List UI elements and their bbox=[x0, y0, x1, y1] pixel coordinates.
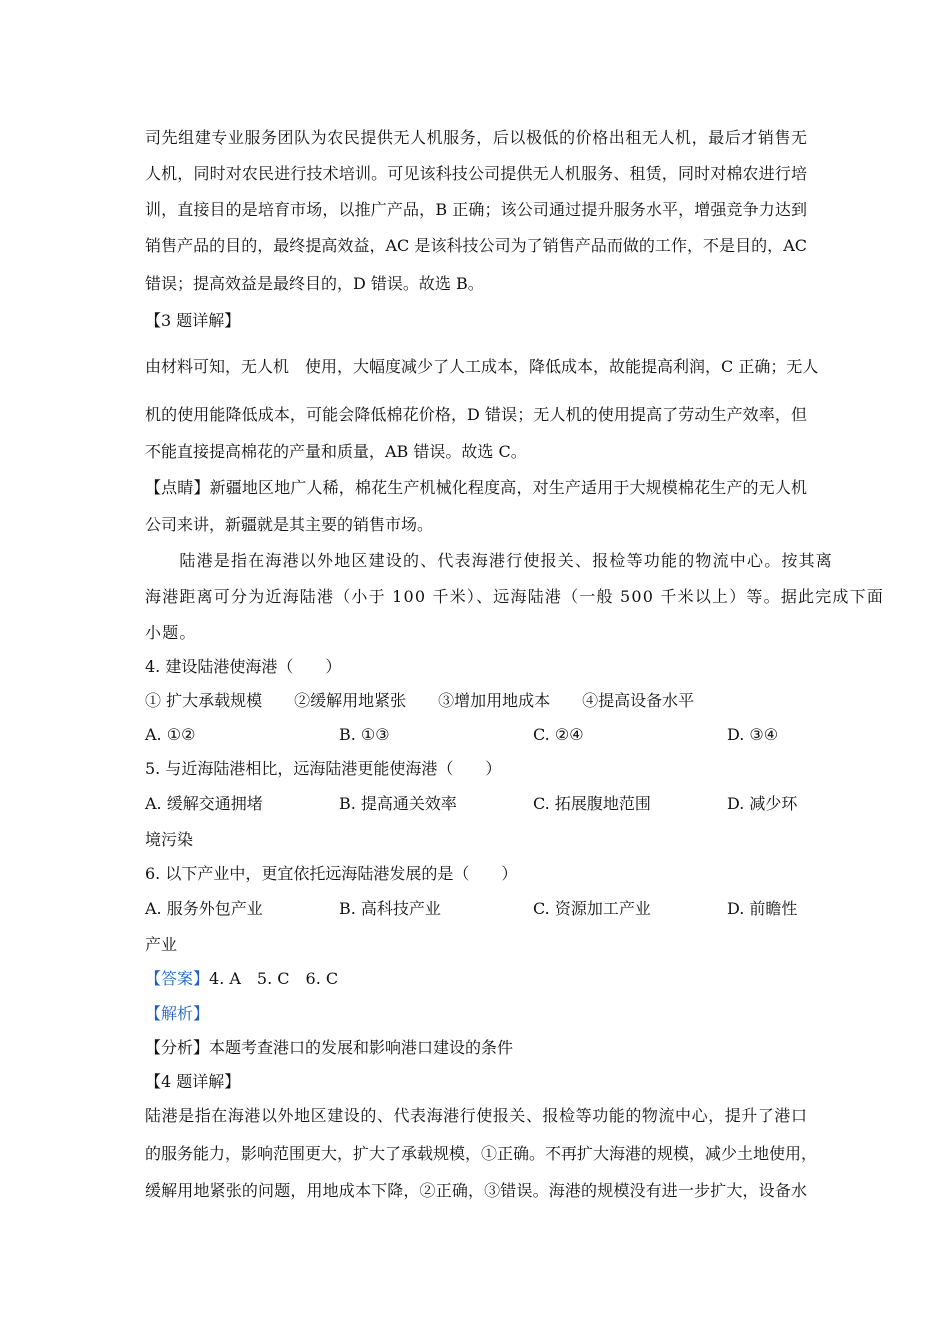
analysis-label: 【解析】 bbox=[145, 1004, 210, 1023]
q5-option-d: D. 减少环 bbox=[727, 794, 798, 813]
q4-heading: 【4 题详解】 bbox=[145, 1072, 241, 1091]
q6-stem: 6. 以下产业中，更宜依托远海陆港发展的是（ ） bbox=[145, 864, 518, 883]
q3-line: 不能直接提高棉花的产量和质量，AB 错误。故选 C。 bbox=[145, 442, 527, 461]
q5-option-c: C. 拓展腹地范围 bbox=[533, 794, 651, 813]
body-line: 训，直接目的是培育市场，以推广产品，B 正确；该公司通过提升服务水平，增强竞争力达到 bbox=[145, 200, 807, 219]
q4-stem: 4. 建设陆港使海港（ ） bbox=[145, 657, 342, 676]
q4-explain-line: 的服务能力，影响范围更大，扩大了承载规模，①正确。不再扩大海港的规模，减少土地使用， bbox=[145, 1144, 818, 1163]
q4-explain-line: 陆港是指在海港以外地区建设的、代表海港行使报关、报检等功能的物流中心，提升了港口 bbox=[145, 1106, 807, 1125]
body-line: 销售产品的目的，最终提高效益，AC 是该科技公司为了销售产品而做的工作，不是目的，AC bbox=[145, 236, 807, 255]
q5-option-wrap: 境污染 bbox=[145, 830, 194, 849]
q6-option-a: A. 服务外包产业 bbox=[145, 899, 263, 918]
q4-explain-line: 缓解用地紧张的问题，用地成本下降，②正确，③错误。海港的规模没有进一步扩大，设备水 bbox=[145, 1181, 807, 1200]
analysis-line: 【分析】本题考查港口的发展和影响港口建设的条件 bbox=[145, 1038, 514, 1057]
material-line: 陆港是指在海港以外地区建设的、代表海港行使报关、报检等功能的物流中心。按其离 bbox=[145, 551, 834, 570]
q5-option-a: A. 缓解交通拥堵 bbox=[145, 794, 263, 813]
answer-label: 【答案】 bbox=[145, 969, 210, 988]
q4-items: ① 扩大承载规模 ②缓解用地紧张 ③增加用地成本 ④提高设备水平 bbox=[145, 691, 695, 710]
note-line: 公司来讲，新疆就是其主要的销售市场。 bbox=[145, 515, 434, 534]
q4-option-b: B. ①③ bbox=[339, 725, 390, 744]
q6-option-c: C. 资源加工产业 bbox=[533, 899, 651, 918]
note-line: 【点睛】新疆地区地广人稀，棉花生产机械化程度高，对生产适用于大规模棉花生产的无人机 bbox=[145, 478, 807, 497]
q6-option-wrap: 产业 bbox=[145, 935, 178, 954]
material-line: 海港距离可分为近海陆港（小于 100 千米）、远海陆港（一般 500 千米以上）等。据此完成下面 bbox=[145, 587, 885, 606]
q3-line: 由材料可知，无人机 使用，大幅度减少了人工成本，降低成本，故能提高利润，C 正确；无人 bbox=[145, 357, 819, 376]
q3-heading: 【3 题详解】 bbox=[145, 311, 241, 330]
q5-stem: 5. 与近海陆港相比，远海陆港更能使海港（ ） bbox=[145, 759, 502, 778]
q3-line: 机的使用能降低成本，可能会降低棉花价格，D 错误；无人机的使用提高了劳动生产效率，但 bbox=[145, 405, 807, 424]
q5-option-b: B. 提高通关效率 bbox=[339, 794, 457, 813]
body-line: 人机，同时对农民进行技术培训。可见该科技公司提供无人机服务、租赁，同时对棉农进行培 bbox=[145, 164, 807, 183]
q4-option-d: D. ③④ bbox=[727, 725, 779, 744]
answer-text: 4. A 5. C 6. C bbox=[209, 969, 339, 988]
material-line: 小题。 bbox=[145, 623, 197, 642]
q4-option-a: A. ①② bbox=[145, 725, 196, 744]
body-line: 司先组建专业服务团队为农民提供无人机服务，后以极低的价格出租无人机，最后才销售无 bbox=[145, 128, 807, 147]
q6-option-b: B. 高科技产业 bbox=[339, 899, 441, 918]
q6-option-d: D. 前瞻性 bbox=[727, 899, 798, 918]
q4-option-c: C. ②④ bbox=[533, 725, 584, 744]
body-line: 错误；提高效益是最终目的，D 错误。故选 B。 bbox=[145, 274, 484, 293]
answer-line bbox=[145, 968, 338, 990]
